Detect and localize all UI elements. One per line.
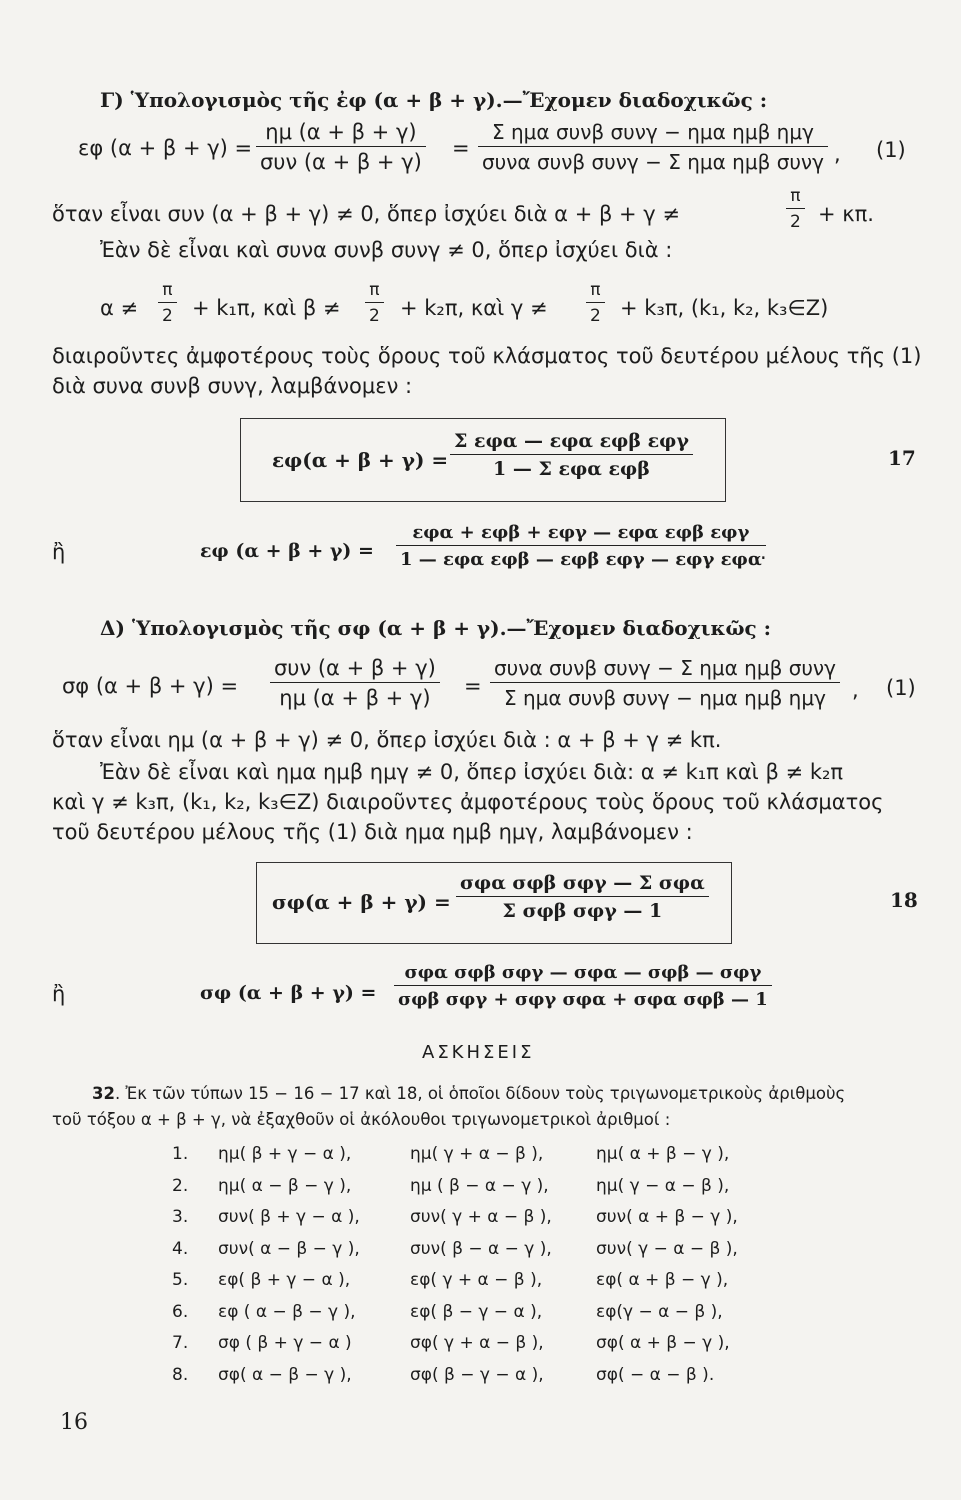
exercise-item-col1: ημ( α − β − γ ),	[218, 1176, 352, 1196]
g-cond1-post: + κπ.	[818, 202, 874, 226]
box17-lhs: εφ(α + β + γ) =	[272, 448, 449, 472]
g-cond3-frac-b	[365, 280, 384, 326]
g-eq-num1: ημ (α + β + γ)	[256, 120, 426, 147]
exercise-item-col3: συν( α + β − γ ),	[596, 1207, 738, 1227]
box18-den: Σ σφβ σφγ — 1	[502, 900, 663, 922]
exercise-item-col2: σφ( γ + α − β ),	[410, 1333, 544, 1353]
exercise-intro-text1: . Ἐκ τῶν τύπων 15 − 16 − 17 καὶ 18, οἱ ὁποῖοι δίδουν τοὺς τριγωνομετρικοὺς ἀριθμοὺς	[114, 1084, 846, 1103]
exercise-item-number: 4.	[172, 1239, 189, 1259]
g-eq-den1: συν (α + β + γ)	[260, 150, 422, 174]
d-eq-comma: ,	[852, 678, 859, 702]
exercise-item-col1: εφ( β + γ − α ),	[218, 1270, 351, 1290]
pi-numerator: π	[158, 280, 177, 303]
exercise-item-col1: συν( α − β − γ ),	[218, 1239, 360, 1259]
d-eq-den1: ημ (α + β + γ)	[279, 686, 431, 710]
g-cond3-frac-c	[586, 280, 605, 326]
exercise-item-number: 6.	[172, 1302, 189, 1322]
exercise-item-col1: εφ ( α − β − γ ),	[218, 1302, 356, 1322]
exercise-item-col3: συν( γ − α − β ),	[596, 1239, 738, 1259]
g-cond3-a: α ≠	[100, 296, 139, 320]
box18-lhs: σφ(α + β + γ) =	[272, 890, 451, 914]
exercise-intro-line2: τοῦ τόξου α + β + γ, νὰ ἐξαχθοῦν οἱ ἀκόλουθοι τριγωνομετρικοὶ ἀριθμοί :	[52, 1110, 671, 1129]
section-g-heading: Γ) Ὑπολογισμὸς τῆς ἐφ (α + β + γ).—Ἔχομεν διαδοχικῶς :	[100, 88, 768, 112]
g-text1: διαιροῦντες ἀμφοτέρους τοὺς ὅρους τοῦ κλάσματος τοῦ δευτέρου μέλους τῆς (1)	[52, 344, 922, 368]
g-eq-equals: =	[452, 136, 470, 160]
g-cond3-b: + k₁π, καὶ β ≠	[192, 296, 341, 320]
g-eq-num2: Σ ημα συνβ συνγ − ημα ημβ ημγ	[478, 120, 828, 147]
d-eq-frac1	[270, 656, 440, 710]
g-cond2: Ἐὰν δὲ εἶναι καὶ συνα συνβ συνγ ≠ 0, ὅπερ ἰσχύει διὰ :	[100, 238, 673, 262]
exercise-item-col2: εφ( β − γ − α ),	[410, 1302, 543, 1322]
two-denominator: 2	[162, 306, 173, 326]
formula-number-17: 17	[888, 446, 916, 470]
exercise-item-col3: ημ( γ − α − β ),	[596, 1176, 730, 1196]
exercise-item-col3: σφ( α + β − γ ),	[596, 1333, 730, 1353]
exercise-item-number: 8.	[172, 1365, 189, 1385]
exercise-item-number: 3.	[172, 1207, 189, 1227]
exercise-item-col2: ημ ( β − α − γ ),	[410, 1176, 549, 1196]
d-or: ἢ	[52, 982, 66, 1006]
g-alt-lhs: εφ (α + β + γ) =	[200, 540, 374, 562]
g-eq-lhs: εφ (α + β + γ) =	[78, 136, 253, 160]
d-cond3: καὶ γ ≠ k₃π, (k₁, k₂, k₃∈Z) διαιροῦντες ἀμφοτέρους τοὺς ὅρους τοῦ κλάσματος	[52, 790, 884, 814]
pi-numerator: π	[586, 280, 605, 303]
exercise-item-col1: ημ( β + γ − α ),	[218, 1144, 352, 1164]
exercise-item-col1: συν( β + γ − α ),	[218, 1207, 360, 1227]
d-alt-num: σφα σφβ σφγ — σφα — σφβ — σφγ	[394, 962, 772, 986]
g-eq-frac2	[478, 120, 828, 174]
g-or: ἢ	[52, 540, 66, 564]
d-eq-equals: =	[464, 674, 482, 698]
formula-number-18: 18	[890, 888, 918, 912]
g-eq-frac1	[256, 120, 426, 174]
exercise-item-col2: εφ( γ + α − β ),	[410, 1270, 543, 1290]
g-cond3-c: + k₂π, καὶ γ ≠	[400, 296, 548, 320]
d-eq-den2: Σ ημα συνβ συνγ − ημα ημβ ημγ	[504, 686, 826, 710]
g-cond1-den: 2	[790, 212, 801, 232]
g-text2: διὰ συνα συνβ συνγ, λαμβάνομεν :	[52, 374, 413, 398]
d-eq-num2: συνα συνβ συνγ − Σ ημα ημβ συνγ	[490, 656, 840, 683]
d-alt-frac	[394, 962, 772, 1010]
section-d-heading: Δ) Ὑπολογισμὸς τῆς σφ (α + β + γ).—Ἔχομεν διαδοχικῶς :	[100, 616, 772, 640]
d-eq-frac2	[490, 656, 840, 710]
exercise-intro-line1	[92, 1084, 845, 1103]
two-denominator: 2	[590, 306, 601, 326]
d-cond2: Ἐὰν δὲ εἶναι καὶ ημα ημβ ημγ ≠ 0, ὅπερ ἰσχύει διὰ: α ≠ k₁π καὶ β ≠ k₂π	[100, 760, 844, 784]
g-cond1-frac	[786, 186, 805, 232]
g-eq-tag: (1)	[876, 138, 906, 162]
exercise-item-col3: ημ( α + β − γ ),	[596, 1144, 730, 1164]
exercises-title: ΑΣΚΗΣΕΙΣ	[422, 1042, 535, 1063]
d-cond4: τοῦ δευτέρου μέλους τῆς (1) διὰ ημα ημβ ημγ, λαμβάνομεν :	[52, 820, 693, 844]
exercise-item-col3: εφ( α + β − γ ),	[596, 1270, 729, 1290]
g-alt-tail: .	[760, 540, 767, 564]
exercise-item-number: 2.	[172, 1176, 189, 1196]
g-alt-num: εφα + εφβ + εφγ — εφα εφβ εφγ	[396, 522, 766, 546]
exercise-item-col2: συν( γ + α − β ),	[410, 1207, 552, 1227]
exercise-item-number: 1.	[172, 1144, 189, 1164]
d-alt-lhs: σφ (α + β + γ) =	[200, 982, 377, 1004]
exercise-item-number: 5.	[172, 1270, 189, 1290]
exercise-number: 32	[92, 1084, 115, 1103]
d-eq-num1: συν (α + β + γ)	[270, 656, 440, 683]
box18-num: σφα σφβ σφγ — Σ σφα	[456, 872, 709, 897]
page-number: 16	[60, 1410, 88, 1435]
exercise-item-col2: συν( β − α − γ ),	[410, 1239, 552, 1259]
g-cond1-num: π	[786, 186, 805, 209]
box18-frac	[456, 872, 709, 922]
g-alt-frac	[396, 522, 766, 570]
g-alt-den: 1 — εφα εφβ — εφβ εφγ — εφγ εφα	[400, 549, 762, 570]
d-cond1: ὅταν εἶναι ημ (α + β + γ) ≠ 0, ὅπερ ἰσχύει διὰ : α + β + γ ≠ kπ.	[52, 728, 722, 752]
exercise-item-col3: σφ( − α − β ).	[596, 1365, 715, 1385]
box17-frac	[450, 430, 693, 480]
g-cond3-frac-a	[158, 280, 177, 326]
d-eq-tag: (1)	[886, 676, 916, 700]
exercise-item-col2: ημ( γ + α − β ),	[410, 1144, 544, 1164]
two-denominator: 2	[369, 306, 380, 326]
d-eq-lhs: σφ (α + β + γ) =	[62, 674, 239, 698]
box17-num: Σ εφα — εφα εφβ εφγ	[450, 430, 693, 455]
g-eq-comma: ,	[834, 142, 841, 166]
exercise-item-number: 7.	[172, 1333, 189, 1353]
g-eq-den2: συνα συνβ συνγ − Σ ημα ημβ συνγ	[482, 150, 824, 174]
pi-numerator: π	[365, 280, 384, 303]
exercise-item-col1: σφ ( β + γ − α )	[218, 1333, 352, 1353]
g-cond3-d: + k₃π, (k₁, k₂, k₃∈Z)	[620, 296, 829, 320]
g-cond1: ὅταν εἶναι συν (α + β + γ) ≠ 0, ὅπερ ἰσχύει διὰ α + β + γ ≠	[52, 202, 681, 226]
d-alt-den: σφβ σφγ + σφγ σφα + σφα σφβ — 1	[398, 989, 768, 1010]
exercise-item-col2: σφ( β − γ − α ),	[410, 1365, 544, 1385]
exercise-item-col3: εφ(γ − α − β ),	[596, 1302, 723, 1322]
box17-den: 1 — Σ εφα εφβ	[493, 458, 650, 480]
exercise-item-col1: σφ( α − β − γ ),	[218, 1365, 352, 1385]
